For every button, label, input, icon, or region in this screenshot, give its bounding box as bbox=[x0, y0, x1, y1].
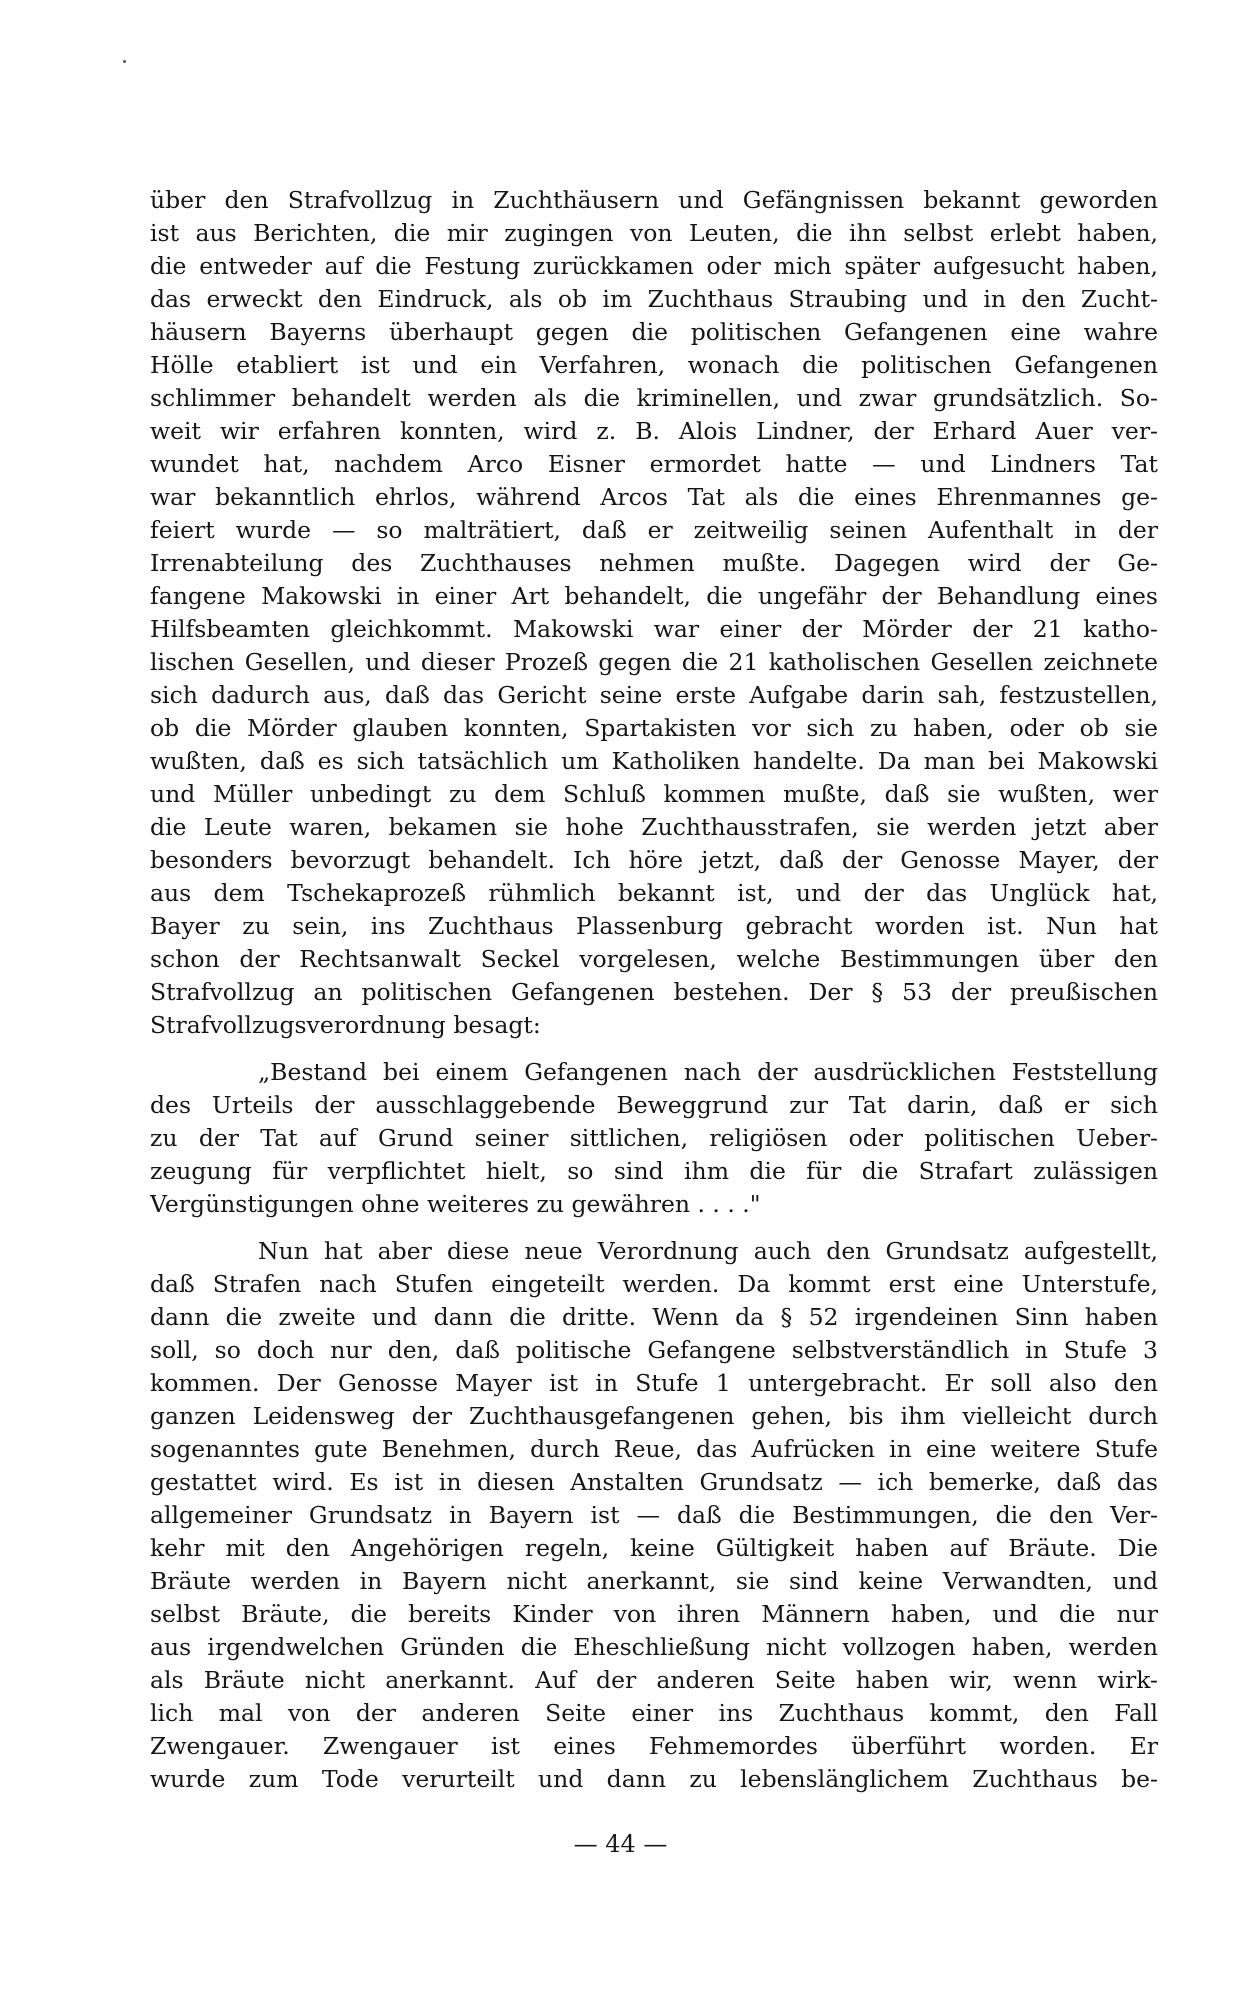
text-line: war bekanntlich ehrlos, während Arcos Tat als die eines Ehrenmannes ge- bbox=[150, 483, 1158, 511]
quote-line: zu der Tat auf Grund seiner sittlichen, religiösen oder politischen Ueber- bbox=[150, 1124, 1158, 1152]
quote-line: zeugung für verpflichtet hielt, so sind ihm die für die Strafart zulässigen bbox=[150, 1157, 1158, 1185]
text-line: gestattet wird. Es ist in diesen Anstalten Grundsatz — ich bemerke, daß das bbox=[150, 1468, 1158, 1496]
text-line: selbst Bräute, die bereits Kinder von ihren Männern haben, und die nur bbox=[150, 1600, 1158, 1628]
text-line: die Leute waren, bekamen sie hohe Zuchthausstrafen, sie werden jetzt aber bbox=[150, 813, 1158, 841]
page-number: — 44 — bbox=[573, 1830, 668, 1858]
text-line: lich mal von der anderen Seite einer ins Zuchthaus kommt, den Fall bbox=[150, 1699, 1158, 1727]
text-line: Bayer zu sein, ins Zuchthaus Plassenburg gebracht worden ist. Nun hat bbox=[150, 912, 1158, 940]
text-line: feiert wurde — so malträtiert, daß er zeitweilig seinen Aufenthalt in der bbox=[150, 516, 1158, 544]
text-line: ist aus Berichten, die mir zugingen von Leuten, die ihn selbst erlebt haben, bbox=[150, 219, 1158, 247]
text-line: ganzen Leidensweg der Zuchthausgefangenen gehen, bis ihm vielleicht durch bbox=[150, 1402, 1158, 1430]
text-line: über den Strafvollzug in Zuchthäusern und Gefängnissen bekannt geworden bbox=[150, 186, 1158, 214]
text-line: schlimmer behandelt werden als die kriminellen, und zwar grundsätzlich. So- bbox=[150, 384, 1158, 412]
text-line: Hilfsbeamten gleichkommt. Makowski war einer der Mörder der 21 katho- bbox=[150, 615, 1158, 643]
paragraph-1 bbox=[150, 184, 1158, 1042]
text-line: Bräute werden in Bayern nicht anerkannt, sie sind keine Verwandten, und bbox=[150, 1567, 1158, 1595]
text-line: Zwengauer. Zwengauer ist eines Fehmemordes überführt worden. Er bbox=[150, 1732, 1158, 1760]
text-line: Strafvollzugsverordnung besagt: bbox=[150, 1011, 541, 1039]
text-line: weit wir erfahren konnten, wird z. B. Alois Lindner, der Erhard Auer ver- bbox=[150, 417, 1158, 445]
text-line: dann die zweite und dann die dritte. Wenn da § 52 irgendeinen Sinn haben bbox=[150, 1303, 1158, 1331]
quote-line: des Urteils der ausschlaggebende Beweggrund zur Tat darin, daß er sich bbox=[150, 1091, 1158, 1119]
text-line: daß Strafen nach Stufen eingeteilt werden. Da kommt erst eine Unterstufe, bbox=[150, 1270, 1158, 1298]
quote-line: Vergünstigungen ohne weiteres zu gewähren . . . ." bbox=[150, 1190, 761, 1218]
text-line: besonders bevorzugt behandelt. Ich höre jetzt, daß der Genosse Mayer, der bbox=[150, 846, 1158, 874]
text-line: allgemeiner Grundsatz in Bayern ist — daß die Bestimmungen, die den Ver- bbox=[150, 1501, 1158, 1529]
text-line: ob die Mörder glauben konnten, Spartakisten vor sich zu haben, oder ob sie bbox=[150, 714, 1158, 742]
text-line: schon der Rechtsanwalt Seckel vorgelesen, welche Bestimmungen über den bbox=[150, 945, 1158, 973]
text-line: Hölle etabliert ist und ein Verfahren, wonach die politischen Gefangenen bbox=[150, 351, 1158, 379]
text-line: häusern Bayerns überhaupt gegen die politischen Gefangenen eine wahre bbox=[150, 318, 1158, 346]
block-quote bbox=[150, 1056, 1158, 1221]
text-line: aus dem Tschekaprozeß rühmlich bekannt ist, und der das Unglück hat, bbox=[150, 879, 1158, 907]
text-line: die entweder auf die Festung zurückkamen oder mich später aufgesucht haben, bbox=[150, 252, 1158, 280]
text-line: das erweckt den Eindruck, als ob im Zuchthaus Straubing und in den Zucht- bbox=[150, 285, 1158, 313]
text-line: aus irgendwelchen Gründen die Eheschließung nicht vollzogen haben, werden bbox=[150, 1633, 1158, 1661]
text-line: und Müller unbedingt zu dem Schluß kommen mußte, daß sie wußten, wer bbox=[150, 780, 1158, 808]
text-line: wurde zum Tode verurteilt und dann zu lebenslänglichem Zuchthaus be- bbox=[150, 1765, 1158, 1793]
text-line: wußten, daß es sich tatsächlich um Katholiken handelte. Da man bei Makowski bbox=[150, 747, 1158, 775]
text-line: wundet hat, nachdem Arco Eisner ermordet hatte — und Lindners Tat bbox=[150, 450, 1158, 478]
text-line: Nun hat aber diese neue Verordnung auch den Grundsatz aufgestellt, bbox=[258, 1237, 1158, 1265]
text-line: als Bräute nicht anerkannt. Auf der anderen Seite haben wir, wenn wirk- bbox=[150, 1666, 1158, 1694]
text-line: kommen. Der Genosse Mayer ist in Stufe 1 untergebracht. Er soll also den bbox=[150, 1369, 1158, 1397]
body-text bbox=[150, 184, 1158, 1796]
text-line: kehr mit den Angehörigen regeln, keine Gültigkeit haben auf Bräute. Die bbox=[150, 1534, 1158, 1562]
text-line: Strafvollzug an politischen Gefangenen bestehen. Der § 53 der preußischen bbox=[150, 978, 1158, 1006]
text-line: lischen Gesellen, und dieser Prozeß gegen die 21 katholischen Gesellen zeichnete bbox=[150, 648, 1158, 676]
text-line: sogenanntes gute Benehmen, durch Reue, das Aufrücken in eine weitere Stufe bbox=[150, 1435, 1158, 1463]
text-line: soll, so doch nur den, daß politische Gefangene selbstverständlich in Stufe 3 bbox=[150, 1336, 1158, 1364]
paper-speck bbox=[123, 60, 126, 63]
paragraph-2 bbox=[150, 1235, 1158, 1796]
text-line: sich dadurch aus, daß das Gericht seine erste Aufgabe darin sah, festzustellen, bbox=[150, 681, 1158, 709]
text-line: Irrenabteilung des Zuchthauses nehmen mußte. Dagegen wird der Ge- bbox=[150, 549, 1158, 577]
text-line: fangene Makowski in einer Art behandelt, die ungefähr der Behandlung eines bbox=[150, 582, 1158, 610]
quote-line: „Bestand bei einem Gefangenen nach der ausdrücklichen Feststellung bbox=[258, 1058, 1158, 1086]
